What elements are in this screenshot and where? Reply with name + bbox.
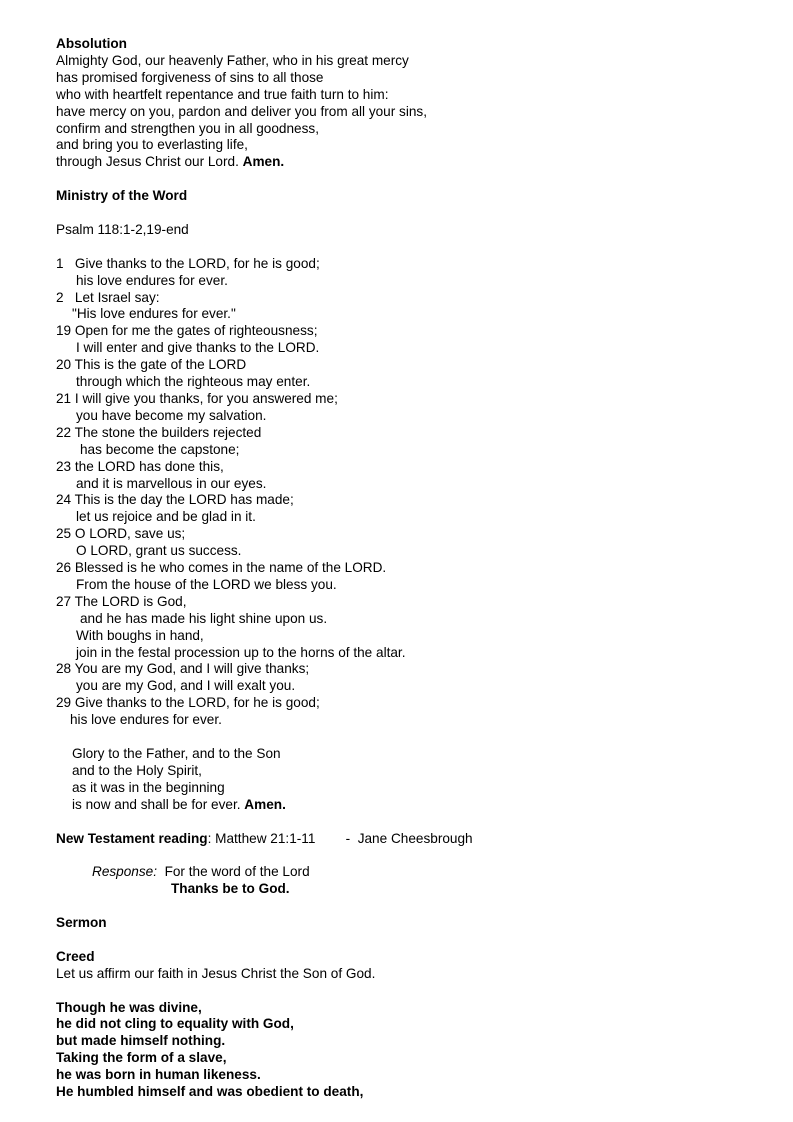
verse-text: the LORD has done this,	[74, 458, 224, 474]
nt-reading-line	[56, 831, 756, 848]
verse-response: his love endures for ever.	[76, 272, 228, 288]
verse-response: With boughs in hand,	[76, 627, 204, 643]
psalm-verse	[56, 425, 756, 442]
creed-line: but made himself nothing.	[56, 1033, 226, 1049]
psalm-verse	[56, 391, 756, 408]
creed-line: He humbled himself and was obedient to death,	[56, 1084, 364, 1100]
verse-response: join in the festal procession up to the horns of the altar.	[76, 644, 406, 660]
response-answer: Thanks be to God.	[171, 881, 290, 897]
verse-response: and it is marvellous in our eyes.	[76, 475, 267, 491]
verse-text: Let Israel say:	[74, 289, 160, 305]
absolution-line: has promised forgiveness of sins to all those	[56, 69, 324, 85]
absolution-line: and bring you to everlasting life,	[56, 137, 248, 153]
response-text: For the word of the Lord	[164, 864, 310, 880]
verse-response: "His love endures for ever."	[72, 306, 236, 322]
creed-heading: Creed	[56, 948, 95, 964]
psalm-reference: Psalm 118:1-2,19-end	[56, 221, 189, 237]
verse-number: 27	[56, 593, 72, 609]
verse-text: The stone the builders rejected	[74, 424, 262, 440]
verse-response: let us rejoice and be glad in it.	[76, 509, 256, 525]
response-label: Response:	[92, 864, 157, 880]
creed-intro: Let us affirm our faith in Jesus Christ the Son of God.	[56, 965, 376, 981]
psalm-verse	[56, 695, 756, 712]
nt-reader: - Jane Cheesbrough	[345, 830, 473, 846]
absolution-last-line	[56, 154, 756, 171]
psalm-verse	[56, 661, 756, 678]
verse-text: This is the gate of the LORD	[74, 357, 247, 373]
creed-line: Taking the form of a slave,	[56, 1050, 227, 1066]
gloria-line: as it was in the beginning	[72, 779, 225, 795]
verse-number: 2	[56, 289, 64, 305]
psalm-verse	[56, 492, 756, 509]
verse-text: You are my God, and I will give thanks;	[74, 661, 310, 677]
verse-number: 25	[56, 526, 72, 542]
verse-text: Blessed is he who comes in the name of the LORD.	[74, 560, 387, 576]
verse-response: you have become my salvation.	[76, 407, 267, 423]
verse-number: 22	[56, 424, 72, 440]
verse-response: From the house of the LORD we bless you.	[76, 576, 337, 592]
gloria-last-line	[56, 797, 756, 814]
verse-response: his love endures for ever.	[70, 712, 222, 728]
liturgy-page	[56, 36, 756, 1101]
psalm-verse	[56, 290, 756, 307]
absolution-line: who with heartfelt repentance and true faith turn to him:	[56, 86, 389, 102]
creed-line: he was born in human likeness.	[56, 1067, 261, 1083]
verse-number: 1	[56, 255, 64, 271]
verse-number: 28	[56, 661, 72, 677]
gloria-line: is now and shall be for ever.	[72, 796, 245, 812]
absolution-heading: Absolution	[56, 36, 127, 51]
absolution-line: confirm and strengthen you in all goodness,	[56, 120, 319, 136]
creed-line: Though he was divine,	[56, 999, 202, 1015]
nt-reading-label: New Testament reading	[56, 830, 208, 846]
nt-reading-ref: : Matthew 21:1-11	[207, 830, 316, 846]
amen: Amen.	[242, 154, 285, 170]
verse-number: 20	[56, 357, 72, 373]
verse-text: Open for me the gates of righteousness;	[74, 323, 318, 339]
verse-response: and he has made his light shine upon us.	[80, 610, 328, 626]
verse-number: 29	[56, 695, 72, 711]
verse-number: 24	[56, 492, 72, 508]
ministry-heading: Ministry of the Word	[56, 188, 188, 204]
verse-number: 21	[56, 390, 72, 406]
psalm-verse	[56, 323, 756, 340]
psalm-verse	[56, 357, 756, 374]
gloria-line: and to the Holy Spirit,	[72, 762, 202, 778]
psalm-verse	[56, 459, 756, 476]
verse-text: Give thanks to the LORD, for he is good;	[74, 255, 320, 271]
verse-number: 19	[56, 323, 72, 339]
verse-number: 23	[56, 458, 72, 474]
verse-text: The LORD is God,	[74, 593, 187, 609]
absolution-line: Almighty God, our heavenly Father, who in his great mercy	[56, 52, 409, 68]
response-line	[56, 864, 756, 881]
verse-response: O LORD, grant us success.	[76, 543, 242, 559]
amen: Amen.	[244, 796, 286, 812]
psalm-verse	[56, 594, 756, 611]
gloria-line: Glory to the Father, and to the Son	[72, 746, 281, 761]
psalm-verse	[56, 256, 756, 273]
creed-line: he did not cling to equality with God,	[56, 1016, 294, 1032]
sermon-heading: Sermon	[56, 915, 107, 931]
verse-response: through which the righteous may enter.	[76, 374, 311, 390]
verse-number: 26	[56, 560, 72, 576]
absolution-line: through Jesus Christ our Lord.	[56, 154, 243, 170]
verse-text: I will give you thanks, for you answered me;	[74, 390, 338, 406]
verse-response: I will enter and give thanks to the LORD.	[76, 340, 320, 356]
psalm-verse	[56, 560, 756, 577]
verse-text: Give thanks to the LORD, for he is good;	[74, 695, 320, 711]
verse-text: This is the day the LORD has made;	[74, 492, 294, 508]
verse-text: O LORD, save us;	[74, 526, 186, 542]
verse-response: has become the capstone;	[80, 441, 240, 457]
psalm-verse	[56, 526, 756, 543]
verse-response: you are my God, and I will exalt you.	[76, 678, 296, 694]
absolution-line: have mercy on you, pardon and deliver you from all your sins,	[56, 103, 427, 119]
